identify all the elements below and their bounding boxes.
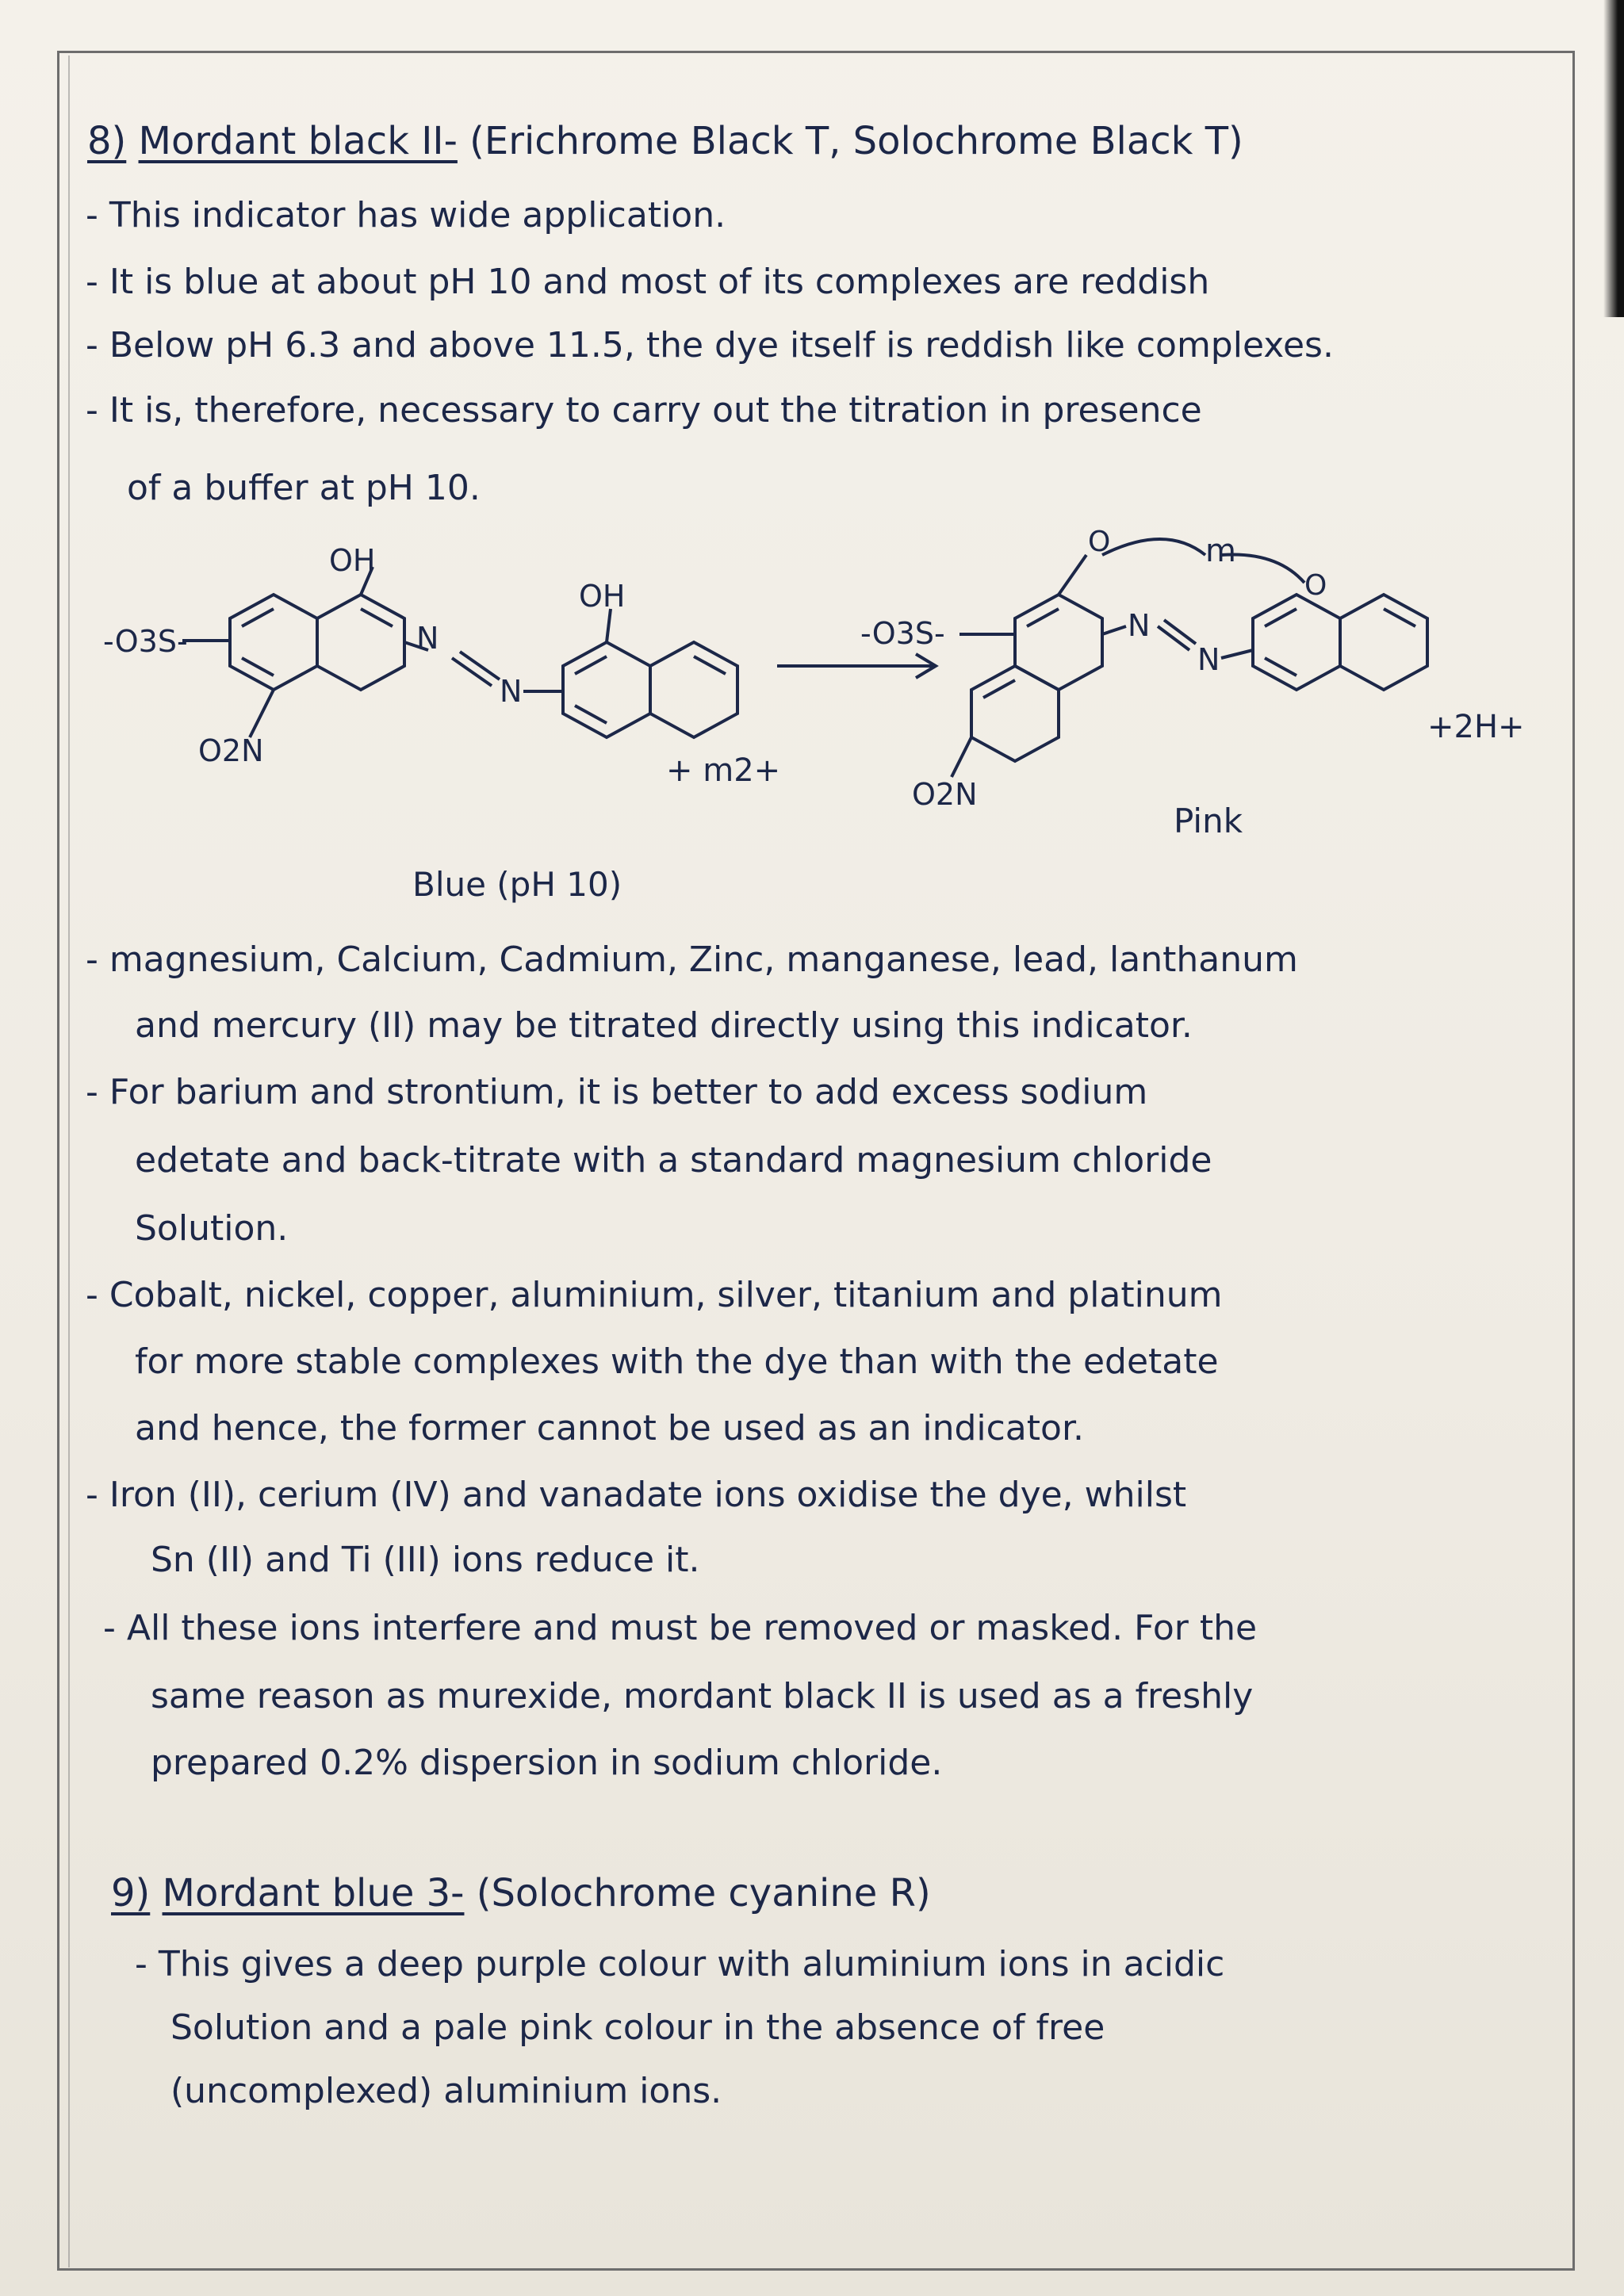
section8-synonyms: (Erichrome Black T, Solochrome Black T) [469,119,1243,163]
right-o-2: O [1304,569,1327,602]
plus-hydrogen: +2H+ [1427,709,1525,745]
right-n-1: N [1128,608,1151,643]
left-oh-1: OH [329,543,376,578]
section8-title: Mordant black II- [138,119,458,163]
body-line-4: edetate and back-titrate with a standard magnesium chloride [135,1140,1212,1181]
body-line-5: Solution. [135,1208,289,1249]
body-line-13: prepared 0.2% dispersion in sodium chloride. [151,1743,943,1783]
section9-title: Mordant blue 3- [162,1871,465,1915]
body-line-10: Sn (II) and Ti (III) ions reduce it. [151,1540,700,1580]
body-line-2: and mercury (II) may be titrated directly using this indicator. [135,1005,1193,1046]
section9-bullet-1-cont: Solution and a pale pink colour in the absence of free [170,2007,1105,2048]
right-o-1: O [1088,526,1111,558]
section8-bullet-2: - It is blue at about pH 10 and most of its complexes are reddish [86,262,1210,302]
left-n-1: N [416,621,439,656]
section9-number: 9) [111,1871,151,1915]
section8-bullet-4-cont: of a buffer at pH 10. [127,468,481,508]
body-line-9: - Iron (II), cerium (IV) and vanadate ions oxidise the dye, whilst [86,1475,1187,1515]
section8-bullet-4: - It is, therefore, necessary to carry out the titration in presence [86,390,1202,430]
section8-bullet-1: - This indicator has wide application. [86,195,726,235]
page-shadow [1603,0,1624,317]
right-colour-label: Pink [1174,802,1243,840]
section9-bullet-1-cont-2: (uncomplexed) aluminium ions. [170,2071,722,2111]
left-oh-2: OH [579,579,626,614]
section9-bullet-1: - This gives a deep purple colour with aluminium ions in acidic [135,1944,1225,1984]
section9-synonym: (Solochrome cyanine R) [476,1871,931,1915]
left-colour-label: Blue (pH 10) [412,865,622,904]
plus-metal: + m2+ [666,752,781,789]
right-so3: -O3S- [860,616,945,651]
right-n-2: N [1197,642,1220,677]
section8-number: 8) [87,119,127,163]
section8-heading [87,119,1243,163]
body-line-12: same reason as murexide, mordant black II is used as a freshly [151,1676,1254,1716]
body-line-6: - Cobalt, nickel, copper, aluminium, silver, titanium and platinum [86,1275,1223,1315]
body-line-7: for more stable complexes with the dye than with the edetate [135,1341,1219,1382]
section8-bullet-3: - Below pH 6.3 and above 11.5, the dye itself is reddish like complexes. [86,325,1334,365]
reaction-scheme [79,507,1570,920]
left-n-2: N [500,674,523,709]
body-line-3: - For barium and strontium, it is better to add excess sodium [86,1072,1148,1112]
body-line-11: - All these ions interfere and must be removed or masked. For the [103,1608,1258,1648]
margin-line [68,55,70,2267]
body-line-1: - magnesium, Calcium, Cadmium, Zinc, manganese, lead, lanthanum [86,939,1298,980]
left-so3: -O3S- [103,624,188,659]
right-metal: m [1205,533,1236,569]
section9-heading [111,1871,931,1915]
right-no2: O2N [912,777,978,812]
left-no2: O2N [198,733,264,768]
body-line-8: and hence, the former cannot be used as an indicator. [135,1408,1084,1448]
